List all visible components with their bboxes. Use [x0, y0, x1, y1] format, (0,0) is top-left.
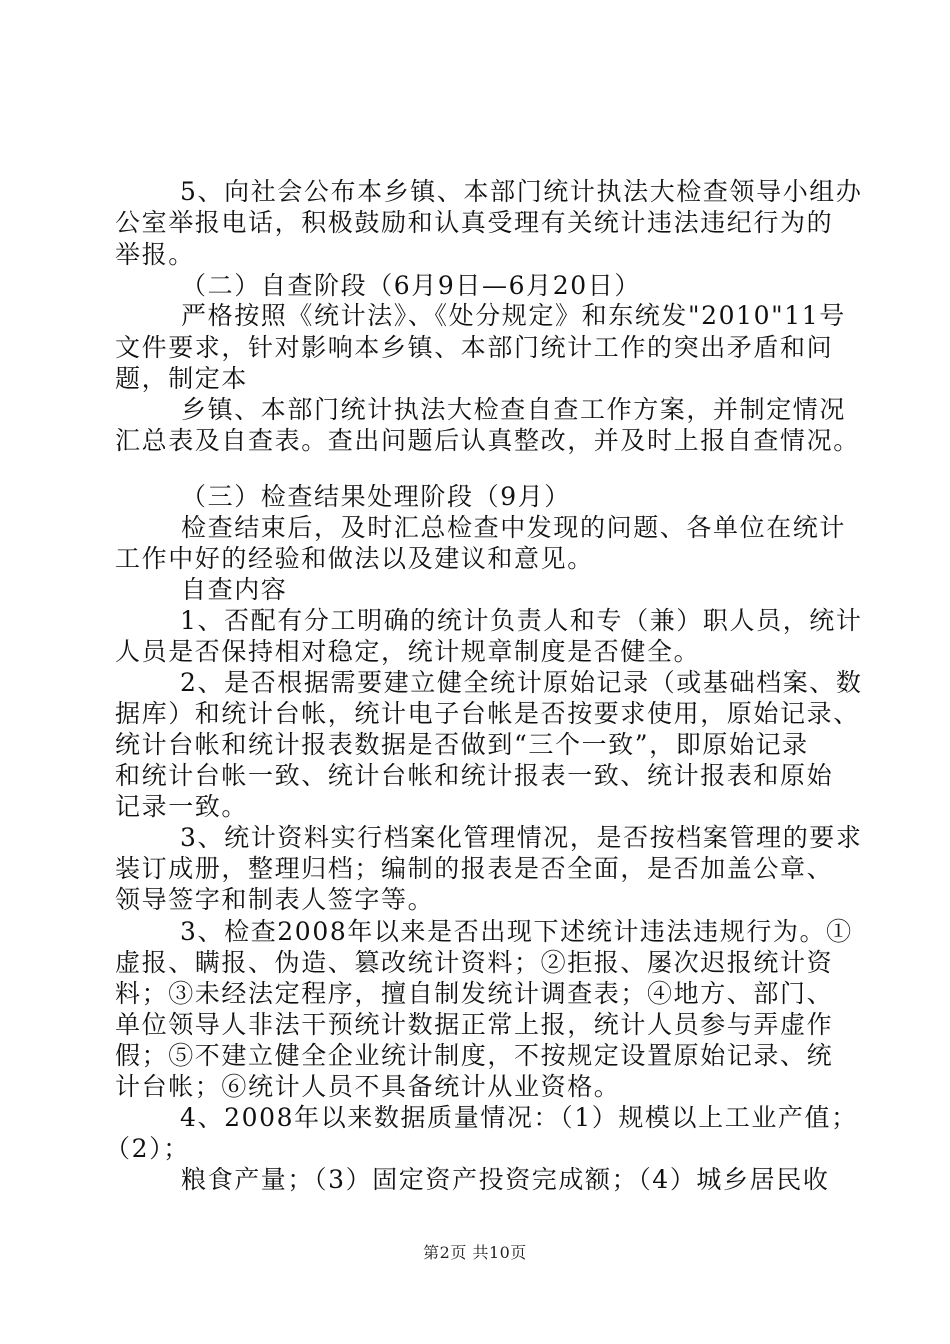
- text-line: 人员是否保持相对稳定，统计规章制度是否健全。: [115, 637, 701, 666]
- text-line: 公室举报电话，积极鼓励和认真受理有关统计违法违纪行为的: [115, 208, 834, 237]
- text-line: 检查结束后，及时汇总检查中发现的问题、各单位在统计: [181, 513, 847, 542]
- text-line: 1、否配有分工明确的统计负责人和专（兼）职人员，统计: [180, 606, 863, 635]
- text-line: 单位领导人非法干预统计数据正常上报，统计人员参与弄虚作: [115, 1010, 834, 1039]
- text-line: （2）；: [105, 1134, 190, 1163]
- text-line: 假；⑤不建立健全企业统计制度，不按规定设置原始记录、统: [115, 1041, 834, 1070]
- section-heading: 自查内容: [181, 575, 288, 604]
- text-line: 装订成册，整理归档；编制的报表是否全面，是否加盖公章、: [115, 854, 834, 883]
- text-line: 3、统计资料实行档案化管理情况，是否按档案管理的要求: [180, 823, 863, 852]
- text-line: 题，制定本: [115, 364, 249, 393]
- text-line: 汇总表及自查表。查出问题后认真整改，并及时上报自查情况。: [115, 426, 860, 455]
- text-line: 举报。: [115, 240, 195, 269]
- text-line: 严格按照《统计法》、《处分规定》和东统发"2010"11号: [181, 301, 846, 330]
- text-line: 领导签字和制表人签字等。: [115, 885, 435, 914]
- text-line: 虚报、瞒报、伪造、篡改统计资料；②拒报、屡次迟报统计资: [115, 948, 834, 977]
- text-line: 和统计台帐一致、统计台帐和统计报表一致、统计报表和原始: [115, 761, 834, 790]
- text-line: 粮食产量；（3）固定资产投资完成额；（4）城乡居民收: [181, 1165, 830, 1194]
- text-line: 3、检查2008年以来是否出现下述统计违法违规行为。①: [180, 917, 853, 946]
- text-line: 记录一致。: [115, 792, 249, 821]
- text-line: 统计台帐和统计报表数据是否做到“三个一致”，即原始记录: [115, 730, 809, 759]
- text-line: 据库）和统计台帐，统计电子台帐是否按要求使用，原始记录、: [115, 699, 860, 728]
- text-line: 5、向社会公布本乡镇、本部门统计执法大检查领导小组办: [180, 177, 863, 206]
- text-line: 文件要求，针对影响本乡镇、本部门统计工作的突出矛盾和问: [115, 333, 834, 362]
- page-number-footer: 第2页 共10页: [423, 1243, 527, 1262]
- section-heading: （二）自查阶段（6月9日—6月20日）: [181, 271, 641, 300]
- section-heading: （三）检查结果处理阶段（9月）: [181, 482, 571, 511]
- text-line: 工作中好的经验和做法以及建议和意见。: [115, 544, 594, 573]
- text-line: 2、是否根据需要建立健全统计原始记录（或基础档案、数: [180, 668, 863, 697]
- text-line: 料；③未经法定程序，擅自制发统计调查表；④地方、部门、: [115, 979, 834, 1008]
- text-line: 4、2008年以来数据质量情况：（1）规模以上工业产值；: [180, 1103, 858, 1132]
- text-line: 计台帐；⑥统计人员不具备统计从业资格。: [115, 1072, 621, 1101]
- text-line: 乡镇、本部门统计执法大检查自查工作方案，并制定情况: [181, 395, 847, 424]
